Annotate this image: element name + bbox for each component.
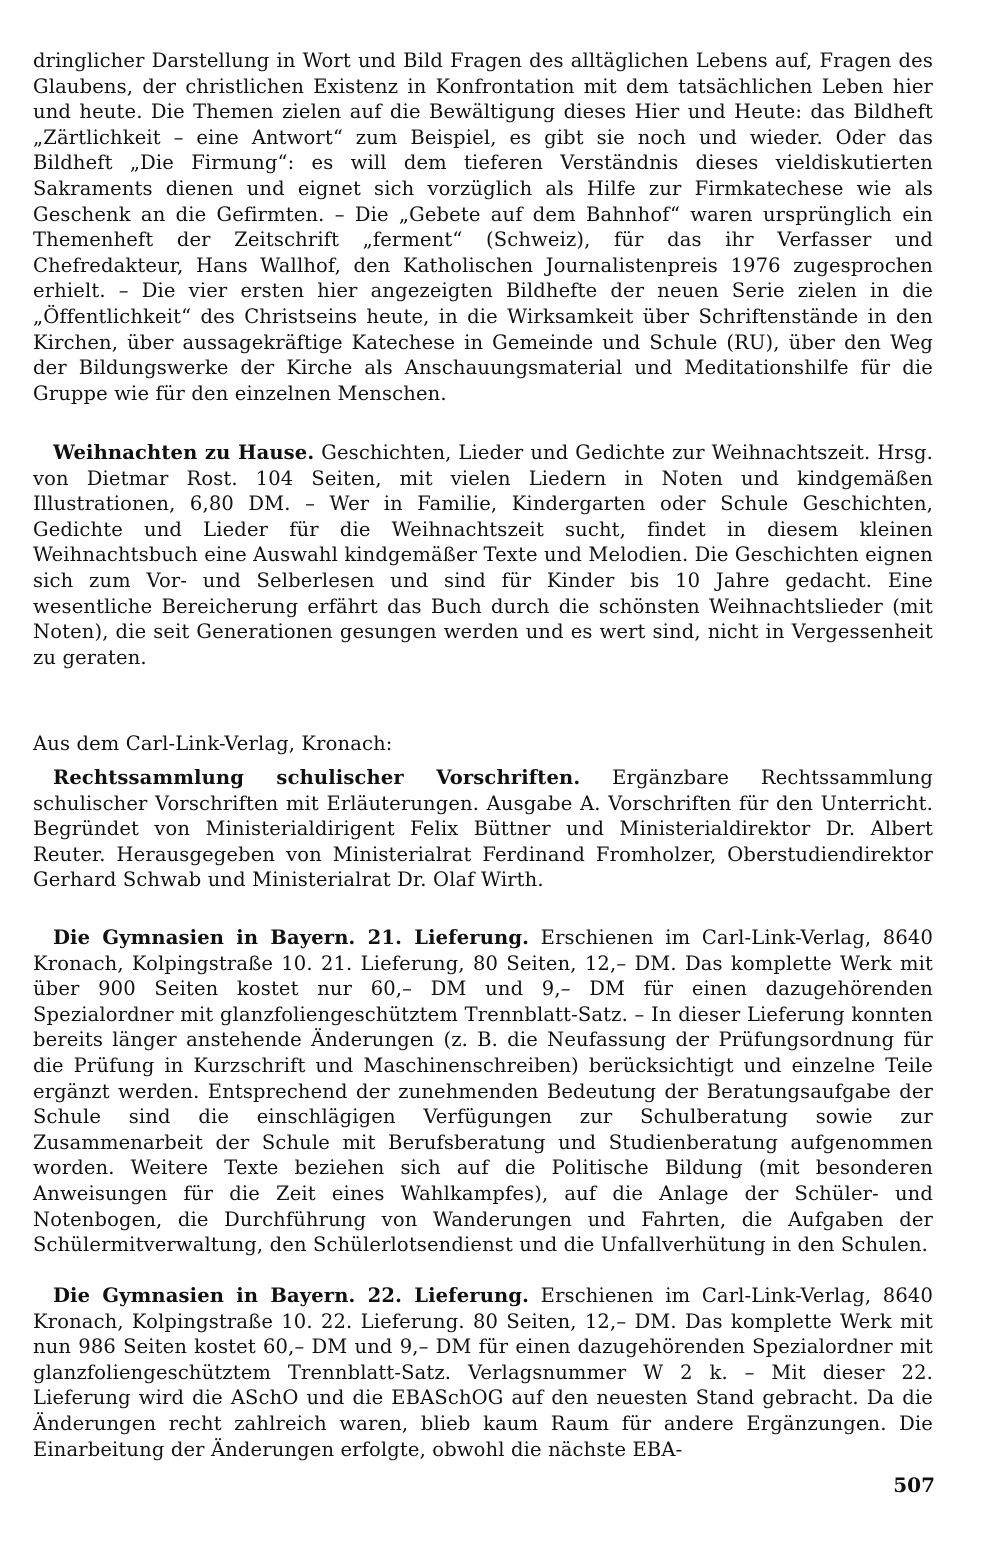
page-number: 507 — [893, 1473, 935, 1497]
review-rechtssammlung — [33, 765, 933, 893]
review-gymnasien-21 — [33, 925, 933, 1258]
review-title: Weihnachten zu Hause. — [53, 441, 315, 464]
review-gymnasien-22 — [33, 1283, 933, 1462]
review-weihnachten-zu-hause — [33, 440, 933, 670]
review-title: Rechtssammlung schulischer Vorschriften. — [53, 766, 581, 789]
review-body: Ergänzbare Rechtssammlung schulischer Vorschriften mit Erläuterungen. Ausgabe A. Vorschriften für den Unterricht. Begründet von Ministerialdirigent Felix Büttner und Ministerialdirektor Dr. Albert Reuter. Herausgegeben von Ministerialrat Ferdinand Fromholzer, Oberstudiendirektor Gerhard Schwab und Ministerialrat Dr. Olaf Wirth. — [33, 766, 933, 892]
review-title: Die Gymnasien in Bayern. 22. Lieferung. — [53, 1284, 530, 1307]
review-body: Geschichten, Lieder und Gedichte zur Weihnachtszeit. Hrsg. von Dietmar Rost. 104 Seiten, mit vielen Liedern in Noten und kindgemäßen Illustrationen, 6,80 DM. – Wer in Familie, Kindergarten oder Schule Geschichten, Gedichte und Lieder für die Weihnachtszeit sucht, findet in diesem kleinen Weihnachtsbuch eine Auswahl kindgemäßer Texte und Melodien. Die Geschichten eignen sich zum Vor- und Selberlesen und sind für Kinder bis 10 Jahre gedacht. Eine wesentliche Bereicherung erfährt das Buch durch die schönsten Weihnachtslieder (mit Noten), die seit Generationen gesungen werden und es wert sind, nicht in Vergessenheit zu geraten. — [33, 441, 933, 669]
review-body: Erschienen im Carl-Link-Verlag, 8640 Kronach, Kolpingstraße 10. 22. Lieferung. 80 Seiten, 12,– DM. Das komplette Werk mit nun 986 Seiten kostet 60,– DM und 9,– DM für einen dazugehörenden Spezialordner mit glanzfoliengeschütztem Trennblatt-Satz. Verlagsnummer W 2 k. – Mit dieser 22. Lieferung wird die ASchO und die EBASchOG auf den neuesten Stand gebracht. Da die Änderungen recht zahlreich waren, blieb kaum Raum für andere Ergänzungen. Die Einarbeitung der Änderungen erfolgte, obwohl die nächste EBA- — [33, 1284, 933, 1461]
review-title: Die Gymnasien in Bayern. 21. Lieferung. — [53, 926, 530, 949]
intro-paragraph: dringlicher Darstellung in Wort und Bild Fragen des alltäglichen Lebens auf, Fragen des Glaubens, der christlichen Existenz in Konfrontation mit dem tatsächlichen Leben hier und heute. Die Themen zielen auf die Bewältigung dieses Hier und Heute: das Bildheft „Zärtlichkeit – eine Antwort“ zum Beispiel, es gibt sie noch und wieder. Oder das Bildheft „Die Firmung“: es will dem tieferen Verständnis dieses vieldiskutierten Sakraments dienen und eignet sich vorzüglich als Hilfe zur Firmkatechese wie als Geschenk an die Gefirmten. – Die „Gebete auf dem Bahnhof“ waren ursprünglich ein Themenheft der Zeitschrift „ferment“ (Schweiz), für das ihr Verfasser und Chefredakteur, Hans Wallhof, den Katholischen Journalistenpreis 1976 zugesprochen erhielt. – Die vier ersten hier angezeigten Bildhefte der neuen Serie zielen in die „Öffentlichkeit“ des Christseins heute, in die Wirksamkeit über Schriftenstände in den Kirchen, über aussagekräftige Katechese in Gemeinde und Schule (RU), über den Weg der Bildungswerke der Kirche als Anschauungsmaterial und Meditationshilfe für die Gruppe wie für den einzelnen Menschen. — [33, 49, 933, 405]
publisher-heading: Aus dem Carl-Link-Verlag, Kronach: — [33, 732, 393, 755]
review-body: Erschienen im Carl-Link-Verlag, 8640 Kronach, Kolpingstraße 10. 21. Lieferung, 80 Seiten, 12,– DM. Das komplette Werk mit über 900 Seiten kostet nur 60,– DM und 9,– DM für einen dazugehörenden Spezialordner mit glanzfoliengeschütztem Trennblatt-Satz. – In dieser Lieferung konnten bereits länger anstehende Änderungen (z. B. die Neufassung der Prüfungsordnung für die Prüfung in Kurzschrift und Maschinenschreiben) berücksichtigt und einzelne Teile ergänzt werden. Entsprechend der zunehmenden Bedeutung der Beratungsaufgabe der Schule sind die einschlägigen Verfügungen zur Schulberatung sowie zur Zusammenarbeit der Schule mit Berufsberatung und Studienberatung aufgenommen worden. Weitere Texte beziehen sich auf die Politische Bildung (mit besonderen Anweisungen für die Zeit eines Wahlkampfes), auf die Anlage der Schüler- und Notenbogen, die Durchführung von Wanderungen und Fahrten, die Aufgaben der Schülermitverwaltung, den Schülerlotsendienst und die Unfallverhütung in den Schulen. — [33, 926, 933, 1257]
